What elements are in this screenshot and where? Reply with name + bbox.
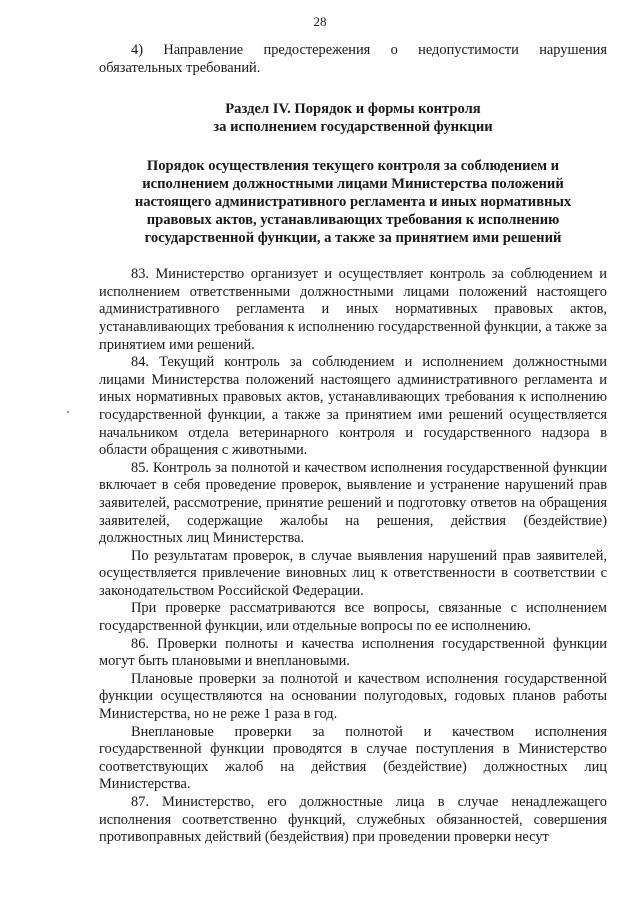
paragraphs-block	[99, 266, 607, 847]
subsection-title-line-3: настоящего административного регламента и иных нормативных	[134, 194, 572, 211]
subsection-title	[99, 157, 607, 247]
paragraph-87: 87. Министерство, его должностные лица в случае ненадлежащего исполнения соответственно функций, служебных обязанностей, совершения противоправных действий (бездействия) при проведении проверки несут	[99, 794, 607, 846]
margin-mark	[67, 411, 69, 413]
document-body	[99, 42, 607, 847]
subsection-title-line-1: Порядок осуществления текущего контроля за соблюдением и	[146, 158, 560, 175]
paragraph-85-scope: При проверке рассматриваются все вопросы, связанные с исполнением государственной функции, или отдельные вопросы по ее исполнению.	[99, 600, 607, 635]
subsection-title-line-2: исполнением должностными лицами Министерства положений	[142, 176, 564, 193]
paragraph-83: 83. Министерство организует и осуществляет контроль за соблюдением и исполнением ответственными должностными лицами положений настоящего административного регламента и иных нормативных правовых актов, устанавливающих требования к исполнению государственной функции, а также за принятием ими решений.	[99, 266, 607, 353]
paragraph-85-results: По результатам проверок, в случае выявления нарушений прав заявителей, осуществляется привлечение виновных лиц к ответственности в соответствии с законодательством Российской Федерации.	[99, 547, 607, 599]
paragraph-84: 84. Текущий контроль за соблюдением и исполнением должностными лицами Министерства положений настоящего административного регламента и иных нормативных правовых актов, устанавливающих требования к исполнению государственной функции, а также за принятием ими решений осуществляется начальником отдела ветеринарного контроля и государственного надзора в области обращения с животными.	[99, 354, 607, 459]
section-title	[99, 100, 607, 136]
paragraph-86: 86. Проверки полноты и качества исполнения государственной функции могут быть плановыми и внеплановыми.	[99, 635, 607, 670]
section-title-line-1: Раздел IV. Порядок и формы контроля	[225, 101, 481, 118]
page-number: 28	[313, 14, 327, 29]
subsection-title-line-5: государственной функции, а также за принятием ими решений	[144, 230, 562, 247]
paragraph-86-planned: Плановые проверки за полнотой и качеством исполнения государственной функции осуществляются на основании полугодовых, годовых планов работы Министерства, но не реже 1 раза в год.	[99, 670, 607, 723]
paragraph-item-4: 4) Направление предостережения о недопустимости нарушения обязательных требований.	[99, 42, 607, 76]
subsection-title-line-4: правовых актов, устанавливающих требования к исполнению	[146, 212, 560, 229]
paragraph-85: 85. Контроль за полнотой и качеством исполнения государственной функции включает в себя проведение проверок, выявление и устранение нарушений прав заявителей, рассмотрение, принятие решений и подготовку ответов на обращения заявителей, содержащие жалобы на решения, действия (бездействие) должностных лиц Министерства.	[99, 459, 607, 547]
section-title-line-2: за исполнением государственной функции	[213, 119, 493, 136]
paragraph-86-unplanned: Внеплановые проверки за полнотой и качеством исполнения государственной функции проводятся в случае поступления в Министерство соответствующих жалоб на действия (бездействие) должностных лиц Министерства.	[99, 723, 607, 793]
